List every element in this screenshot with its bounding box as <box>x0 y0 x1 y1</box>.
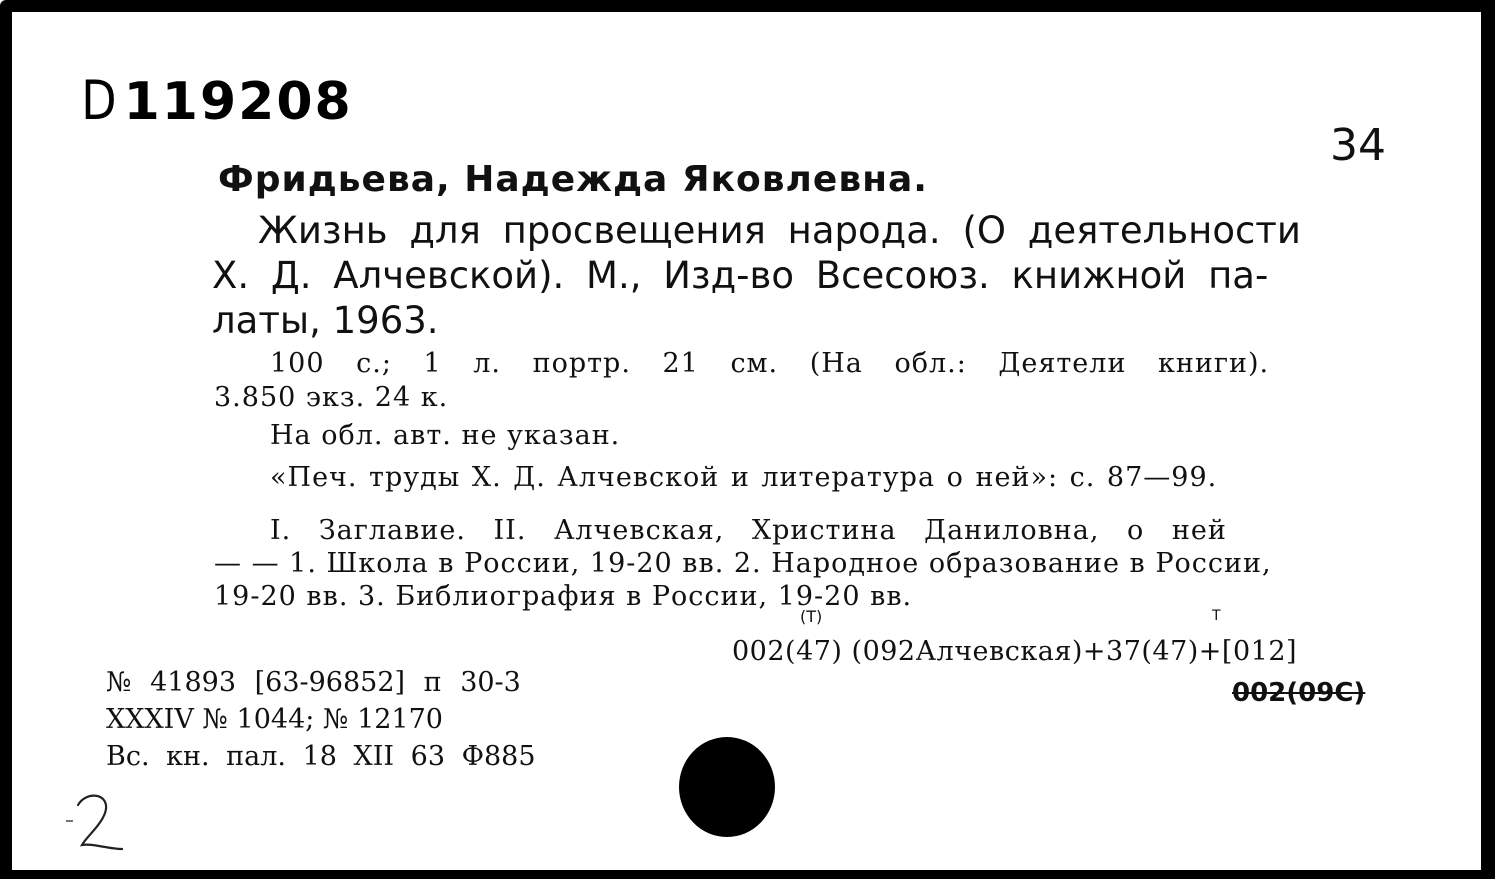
record-line-3: Вс. кн. пал. 18 XII 63 Ф885 <box>106 741 536 772</box>
annotation-small-2: Т <box>1212 608 1221 624</box>
classification-line: 002(47) (092Алчевская)+37(47)+[012] <box>732 636 1298 667</box>
title-line-3: латы, 1963. <box>212 299 439 342</box>
inventory-stamp <box>78 69 353 132</box>
record-line-2: XXXIV № 1044; № 12170 <box>106 704 443 735</box>
record-line-1: № 41893 [63-96852] п 30-3 <box>106 667 521 698</box>
handwritten-mark <box>64 787 134 857</box>
annotation-small-1: (Т) <box>800 607 823 626</box>
stamp-number: 119208 <box>123 72 353 132</box>
note-line-2: «Печ. труды Х. Д. Алчевской и литература о ней»: с. 87—99. <box>270 462 1218 493</box>
physical-description-1: 100 с.; 1 л. портр. 21 см. (На обл.: Деятели книги). <box>270 348 1270 379</box>
subject-line-3: 19-20 вв. 3. Библиография в России, 19-20 вв. <box>214 581 913 612</box>
physical-description-2: 3.850 экз. 24 к. <box>214 382 449 413</box>
punch-hole-dot <box>679 737 775 837</box>
subject-line-2: — — 1. Школа в России, 19-20 вв. 2. Народное образование в России, <box>214 548 1272 579</box>
page-number: 34 <box>1330 120 1386 171</box>
title-line-1: Жизнь для просвещения народа. (О деятельности <box>258 209 1301 252</box>
note-line-1: На обл. авт. не указан. <box>270 420 621 451</box>
author-heading: Фридьева, Надежда Яковлевна. <box>218 159 928 200</box>
title-line-2: Х. Д. Алчевской). М., Изд-во Всесоюз. книжной па- <box>212 254 1269 297</box>
stamp-prefix: D <box>81 69 119 132</box>
classification-struck: 002(09С) <box>1232 678 1366 708</box>
subject-line-1: I. Заглавие. II. Алчевская, Христина Даниловна, о ней <box>270 515 1227 546</box>
